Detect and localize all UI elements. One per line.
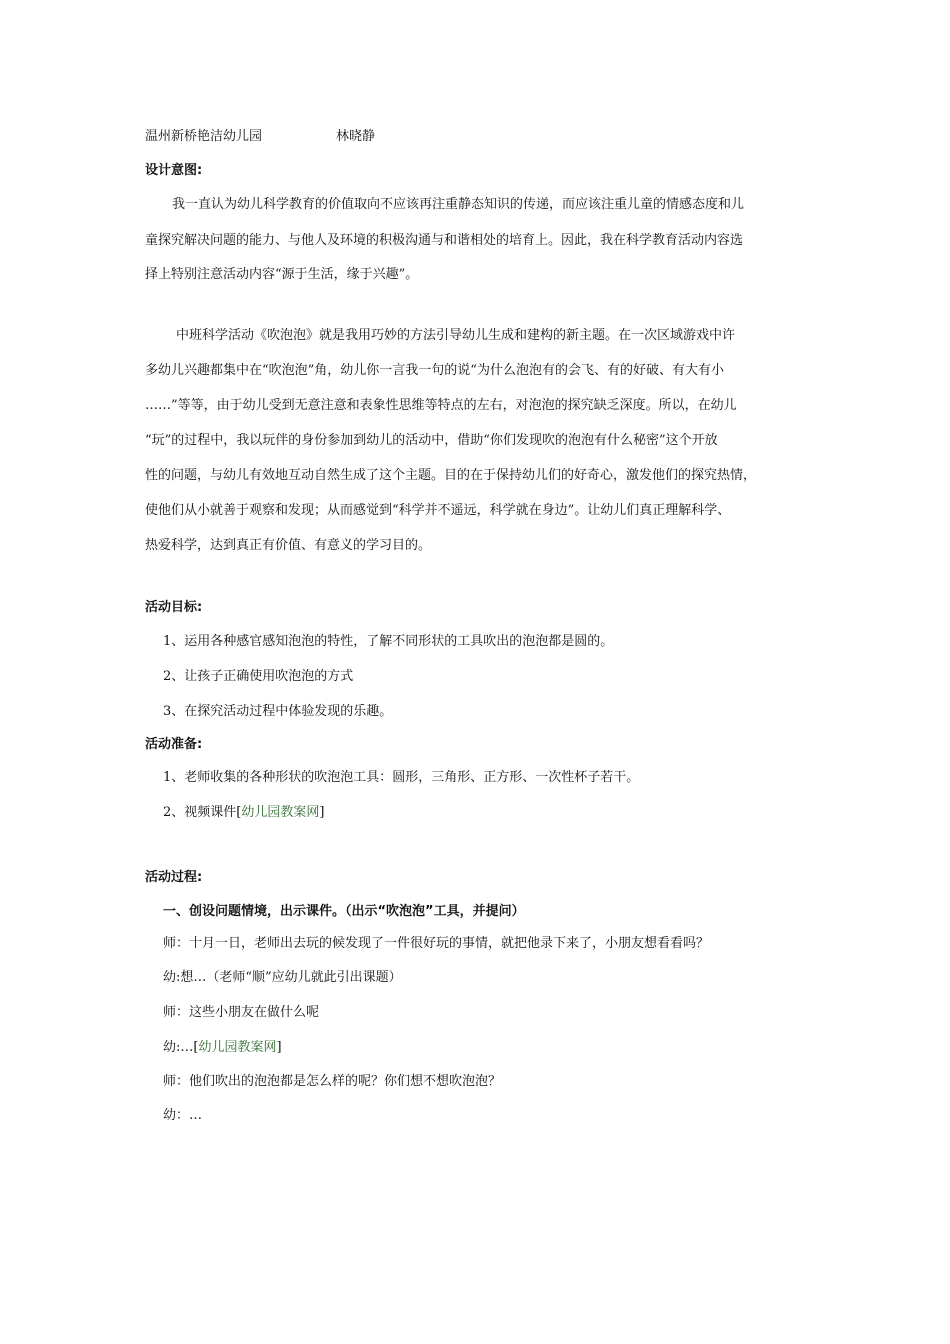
prep-heading: 活动准备: [145,737,203,752]
goal-item: 2、让孩子正确使用吹泡泡的方式 [163,669,354,684]
goals-heading: 活动目标: [145,600,203,615]
intent-para2-line: 多幼儿兴趣都集中在“吹泡泡”角，幼儿你一言我一句的说“为什么泡泡有的会飞、有的好破、有大有小 [145,363,724,378]
process-step-title: 一、创设问题情境，出示课件。（出示“吹泡泡”工具，并提问） [163,904,525,919]
dialog-text: ] [276,1040,282,1055]
intent-para2-line: 使他们从小就善于观察和发现；从而感觉到“科学并不遥远，科学就在身边”。让幼儿们真正理解科学、 [145,503,731,518]
author-name: 林晓静 [336,129,376,144]
site-link[interactable]: 幼儿园教案网 [241,805,320,820]
goal-item: 1、运用各种感官感知泡泡的特性，了解不同形状的工具吹出的泡泡都是圆的。 [163,634,614,649]
intent-para2-line: 热爱科学，达到真正有价值、有意义的学习目的。 [145,538,432,553]
process-heading: 活动过程: [145,870,203,885]
goal-item: 3、在探究活动过程中体验发现的乐趣。 [163,704,393,719]
dialog-text: 幼:…[ [163,1040,199,1055]
dialog-line: 师：十月一日，老师出去玩的候发现了一件很好玩的事情，就把他录下来了，小朋友想看看吗？ [163,936,710,951]
dialog-line: 幼：… [163,1108,203,1123]
dialog-line: 师：他们吹出的泡泡都是怎么样的呢？你们想不想吹泡泡？ [163,1074,502,1089]
site-link[interactable]: 幼儿园教案网 [198,1040,277,1055]
intent-para2-line: 中班科学活动《吹泡泡》就是我用巧妙的方法引导幼儿生成和建构的新主题。在一次区域游戏中许 [176,328,736,343]
prep-item [163,804,324,822]
intent-para1-line: 择上特别注意活动内容“源于生活，缘于兴趣”。 [145,267,419,282]
intent-para2-line: 性的问题，与幼儿有效地互动自然生成了这个主题。目的在于保持幼儿们的好奇心，激发他们的探究热情， [145,468,757,483]
school-name: 温州新桥艳洁幼儿园 [145,129,263,144]
prep-item-text: 2、视频课件[ [163,805,242,820]
dialog-line: 幼:想…（老师“顺”应幼儿就此引出课题） [163,970,402,985]
intent-para1-line: 我一直认为幼儿科学教育的价值取向不应该再注重静态知识的传递，而应该注重儿童的情感态度和儿 [172,197,745,212]
design-intent-heading: 设计意图: [145,163,203,178]
prep-item: 1、老师收集的各种形状的吹泡泡工具：圆形，三角形、正方形、一次性杯子若干。 [163,770,640,785]
prep-item-text: ] [319,805,325,820]
intent-para2-line: ……”等等，由于幼儿受到无意注意和表象性思维等特点的左右，对泡泡的探究缺乏深度。所以，在幼儿 [145,398,737,413]
intent-para1-line: 童探究解决问题的能力、与他人及环境的积极沟通与和谐相处的培育上。因此，我在科学教育活动内容选 [145,233,744,248]
intent-para2-line: “玩”的过程中，我以玩伴的身份参加到幼儿的活动中，借助“你们发现吹的泡泡有什么秘密”这个开放 [145,433,718,448]
dialog-line [163,1039,282,1057]
dialog-line: 师：这些小朋友在做什么呢 [163,1005,320,1020]
